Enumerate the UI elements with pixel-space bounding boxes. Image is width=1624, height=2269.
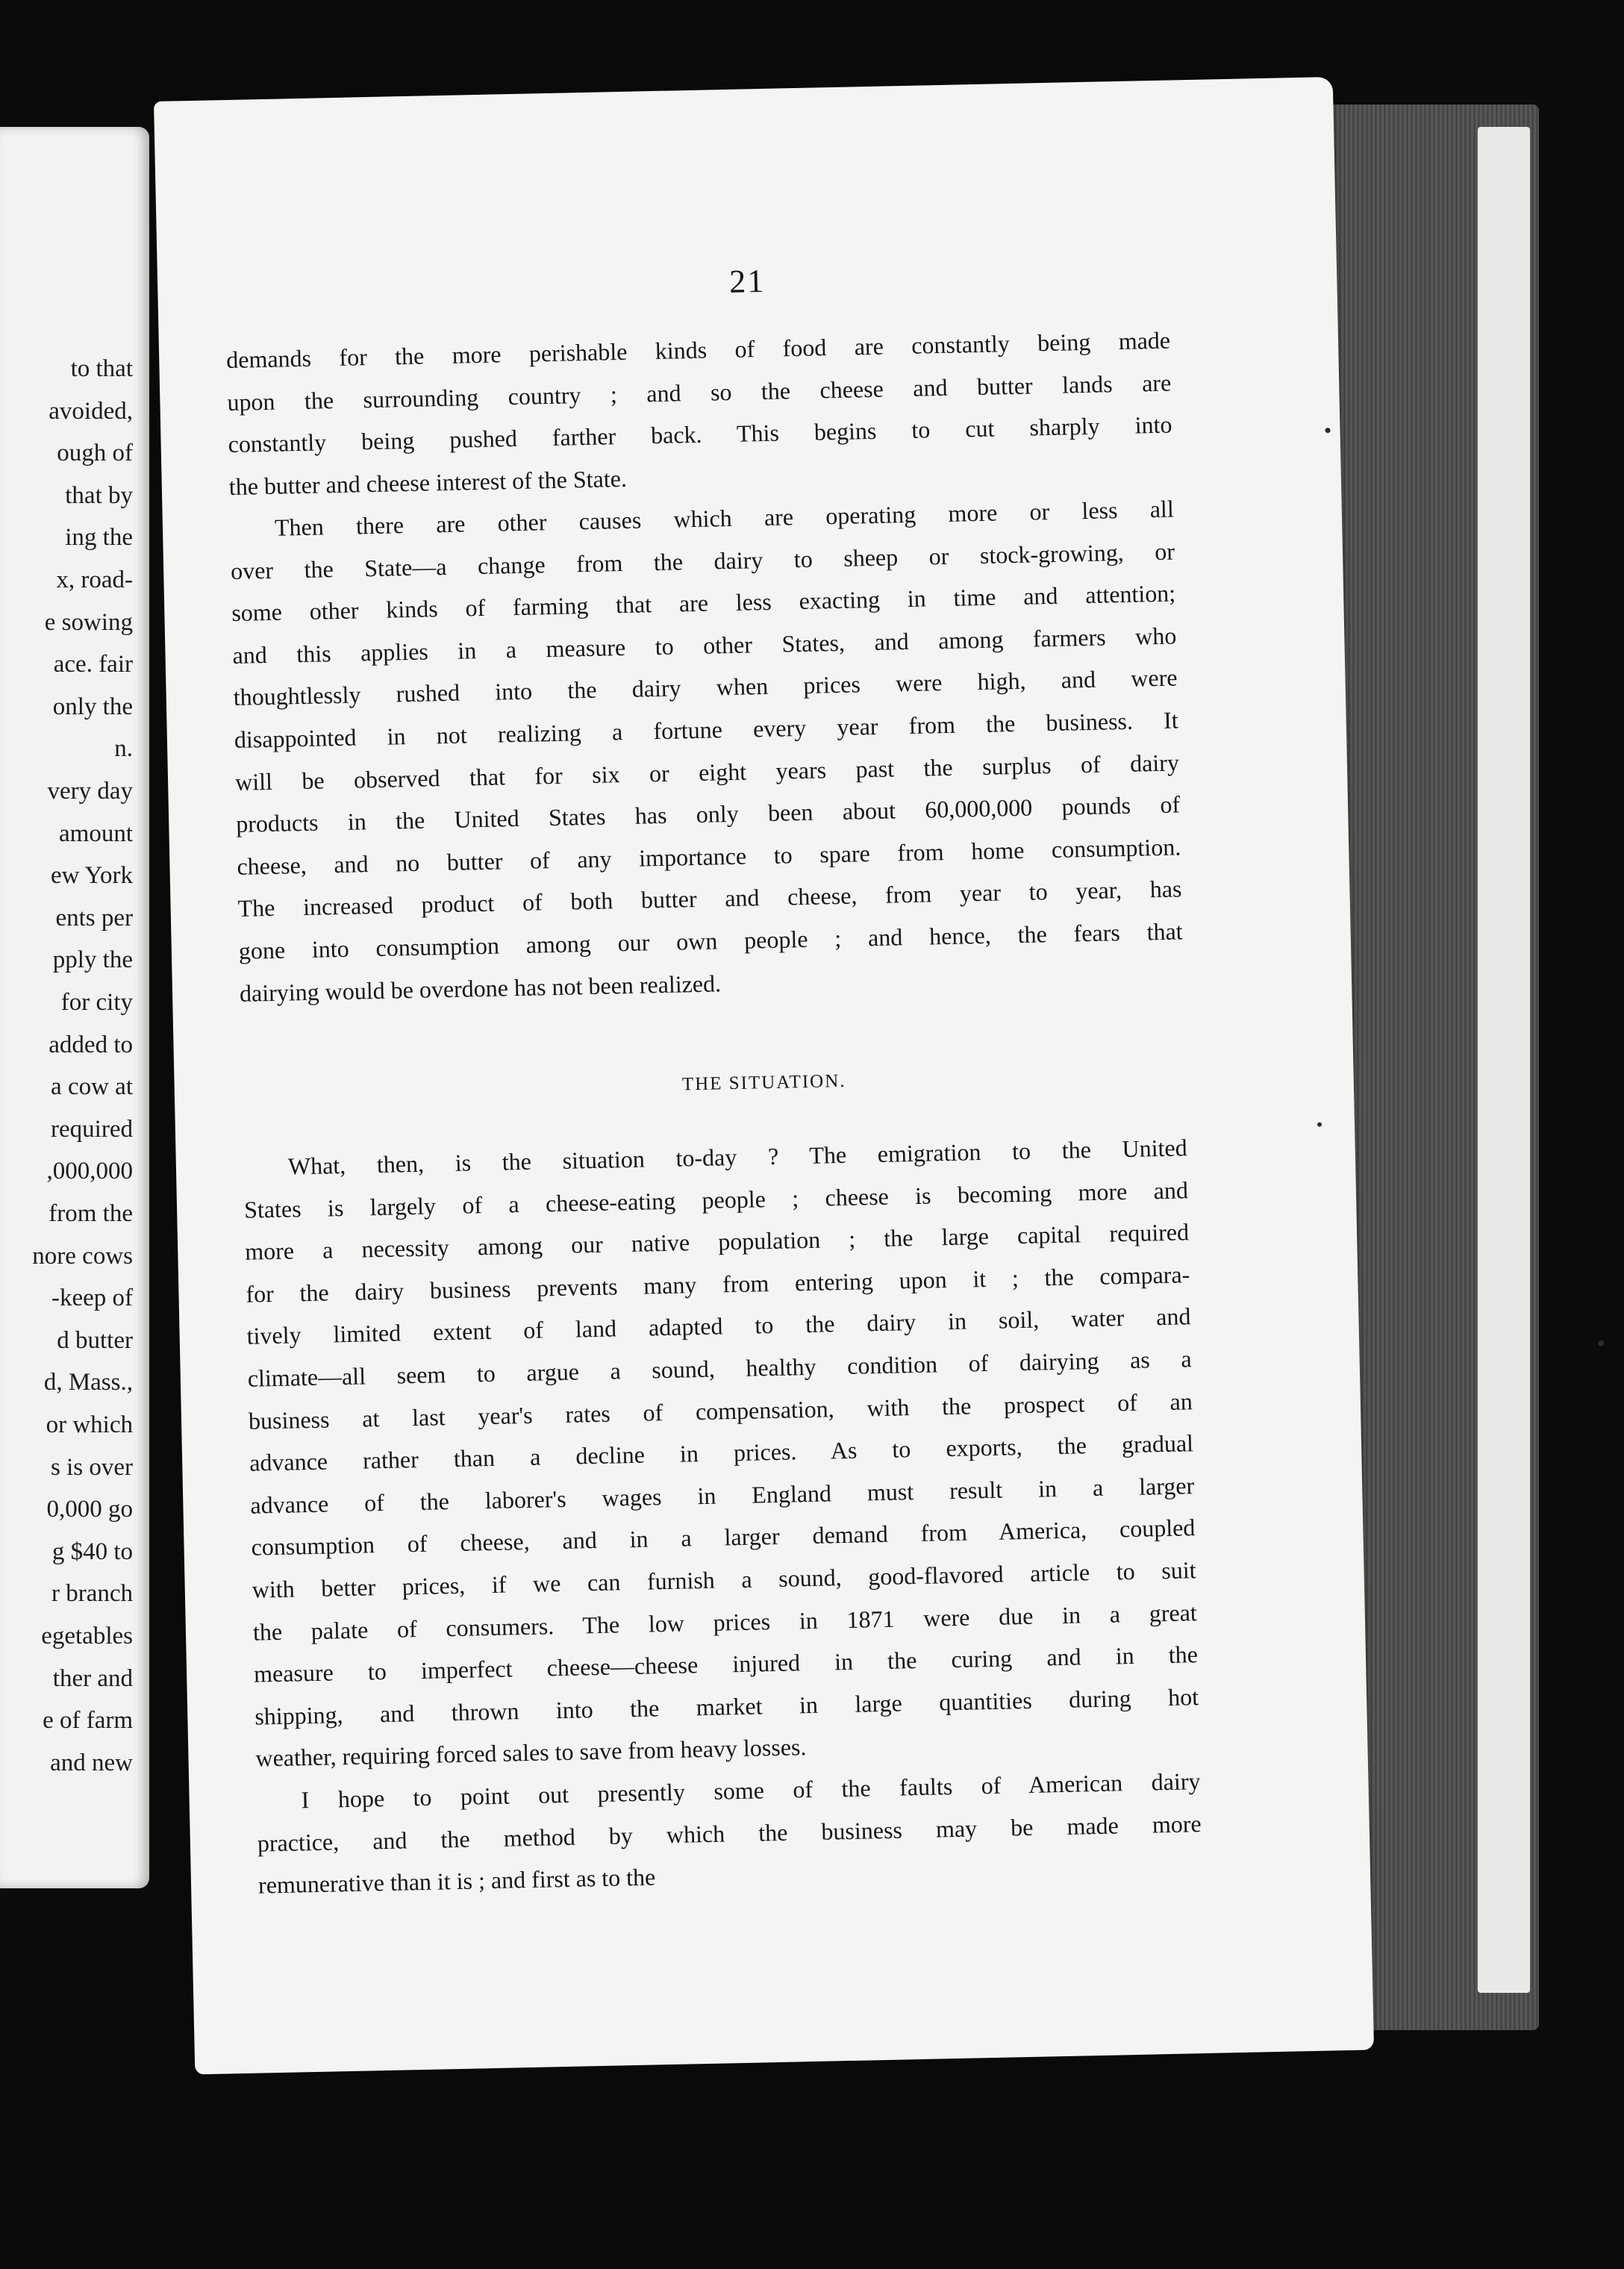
text-line: gone into consumption among our own people ; and hence, the fears that — [238, 917, 1183, 964]
text-line: more a necessity among our native population ; the large capital required — [244, 1218, 1190, 1265]
left-page-text-fragment: g $40 to — [51, 1538, 133, 1565]
text-line: Then there are other causes which are operating more or less all — [274, 495, 1175, 541]
left-page-text-fragment: pply the — [52, 946, 133, 974]
left-page-text-fragment: ents per — [55, 904, 133, 931]
text-line: advance of the laborer's wages in England must result in a larger — [250, 1471, 1195, 1519]
text-line: products in the United States has only been about 60,000,000 pounds of — [235, 790, 1181, 838]
left-page-text-fragment: or which — [46, 1411, 133, 1438]
left-page-text-fragment: avoided, — [49, 397, 133, 425]
text-line: States is largely of a cheese-eating people ; cheese is becoming more and — [243, 1176, 1189, 1223]
left-page-text-fragment: for city — [60, 989, 133, 1016]
text-line: climate—all seem to argue a sound, healthy condition of dairying as a — [247, 1345, 1192, 1392]
book-back-cover-edge — [1478, 127, 1530, 1993]
text-line: business at last year's rates of compensation, with the prospect of an — [248, 1387, 1193, 1435]
left-page-text-fragment: ing the — [65, 524, 133, 552]
left-page-text-fragment: n. — [114, 735, 133, 763]
text-line: measure to imperfect cheese—cheese injured in the curing and in the — [253, 1641, 1199, 1688]
text-line: disappointed in not realizing a fortune every year from the business. It — [234, 706, 1179, 753]
left-page-text-fragment: a cow at — [51, 1073, 133, 1101]
page-number: 21 — [728, 262, 766, 300]
section-heading: THE SITUATION. — [681, 1070, 846, 1095]
text-line: upon the surrounding country ; and so the cheese and butter lands are — [227, 369, 1172, 416]
left-page-text-fragment: s is over — [51, 1453, 133, 1481]
text-line: remunerative than it is ; and first as to the — [257, 1863, 656, 1899]
text-line: The increased product of both butter and cheese, from year to year, has — [237, 875, 1182, 923]
paragraph-4 — [256, 1760, 1202, 1906]
left-page-text-fragment: added to — [49, 1031, 133, 1058]
left-page-text-fragment: from the — [49, 1200, 133, 1227]
text-line: dairying would be overdone has not been realized. — [239, 969, 722, 1007]
text-line: constantly being pushed farther back. This begins to cut sharply into — [228, 411, 1172, 458]
paragraph-2 — [229, 488, 1184, 1014]
left-page-text-fragment: d butter — [57, 1326, 133, 1354]
facing-left-page — [0, 127, 149, 1888]
dust-speck — [1325, 428, 1331, 433]
text-line: weather, requiring forced sales to save from heavy losses. — [255, 1733, 807, 1772]
left-page-text-fragment: x, road- — [56, 567, 133, 593]
left-page-text-fragment: -keep of — [51, 1285, 133, 1312]
text-line: for the dairy business prevents many from entering upon it ; the compara- — [246, 1261, 1190, 1308]
left-page-text-fragment: r branch — [51, 1580, 133, 1608]
left-page-text-fragment: to that — [70, 355, 133, 382]
dust-speck — [1598, 1341, 1604, 1346]
book-page — [154, 77, 1374, 2075]
left-page-text-fragment: d, Mass., — [43, 1369, 133, 1396]
left-page-text-fragment: ,000,000 — [46, 1158, 133, 1185]
text-line: consumption of cheese, and in a larger demand from America, coupled — [251, 1514, 1196, 1561]
left-page-text-fragment: e of farm — [43, 1707, 133, 1735]
dust-speck — [1317, 1123, 1322, 1127]
left-page-text-fragment: ew York — [50, 862, 133, 890]
text-line: tively limited extent of land adapted to the dairy in soil, water and — [246, 1302, 1191, 1350]
left-page-text-fragment: and new — [50, 1749, 133, 1776]
text-line: demands for the more perishable kinds of food are constantly being made — [225, 326, 1171, 374]
text-line: the butter and cheese interest of the State. — [228, 464, 628, 500]
left-page-text-fragment: egetables — [41, 1623, 133, 1650]
text-line: What, then, is the situation to-day ? The emigration to the United — [287, 1134, 1188, 1180]
left-page-text-fragment: ace. fair — [53, 651, 133, 678]
text-line: and this applies in a measure to other States, and among farmers who — [232, 622, 1177, 669]
left-page-text-fragment: ough of — [57, 440, 133, 467]
text-line: advance rather than a decline in prices. As to exports, the gradual — [249, 1429, 1194, 1476]
text-line: I hope to point out presently some of the faults of American dairy — [301, 1767, 1201, 1814]
text-line: the palate of consumers. The low prices in 1871 were due in a great — [252, 1598, 1198, 1646]
left-page-text-fragment: that by — [65, 481, 133, 509]
left-page-text-fragment: only the — [52, 693, 133, 720]
text-line: thoughtlessly rushed into the dairy when prices were high, and were — [233, 664, 1178, 711]
left-page-text-fragment: 0,000 go — [46, 1496, 133, 1523]
text-line: will be observed that for six or eight years past the surplus of dairy — [234, 748, 1180, 796]
text-line: over the State—a change from the dairy to sheep or stock-growing, or — [230, 537, 1175, 584]
left-page-text-fragment: e sowing — [44, 608, 133, 636]
left-page-text-fragment: nore cows — [32, 1242, 133, 1270]
left-page-text-fragment: required — [51, 1115, 133, 1143]
left-page-text-fragment: amount — [59, 820, 133, 847]
text-line: cheese, and no butter of any importance to spare from home consumption. — [237, 833, 1181, 880]
paragraph-1 — [226, 319, 1173, 508]
paragraph-3 — [243, 1126, 1200, 1779]
text-line: shipping, and thrown into the market in large quantities during hot — [254, 1682, 1199, 1730]
left-page-text-fragment: very day — [47, 778, 133, 805]
text-line: with better prices, if we can furnish a sound, good-flavored article to suit — [252, 1556, 1196, 1603]
left-page-text-fragment: ther and — [52, 1664, 133, 1692]
text-line: practice, and the method by which the business may be made more — [257, 1809, 1202, 1857]
text-line: some other kinds of farming that are less exacting in time and attention; — [231, 579, 1176, 627]
